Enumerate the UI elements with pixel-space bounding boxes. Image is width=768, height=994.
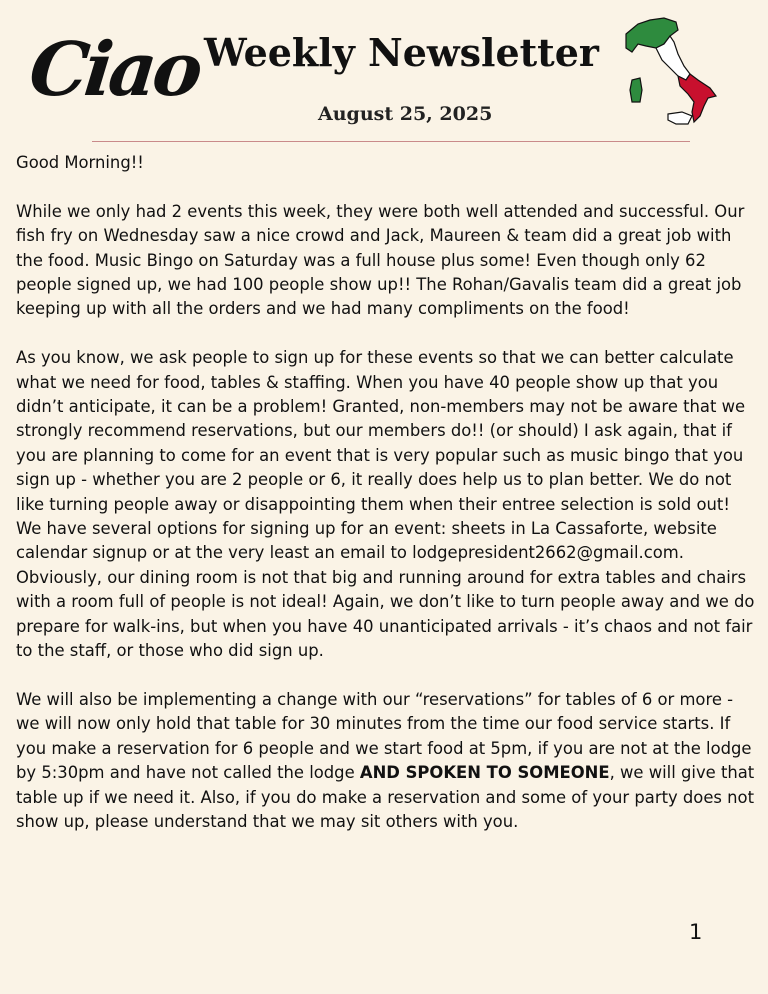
newsletter-body <box>16 151 756 859</box>
italy-map-icon <box>620 14 724 134</box>
newsletter-date: August 25, 2025 <box>318 103 493 125</box>
newsletter-title: Weekly Newsletter <box>204 30 599 75</box>
ciao-logo <box>25 22 203 122</box>
header-divider <box>92 141 690 142</box>
paragraph-signup-request: As you know, we ask people to sign up for these events so that we can better calculate what we need for food, tables & staffing. When you have 40 people show up that you didn’t anticipate, it can be a problem! Granted, non-members may not be aware that we strongly recommend reservations, but our members do!! (or should) I ask again, that if you are planning to come for an event that is very popular such as music bingo that you sign up - whether you are 2 people or 6, it really does help us to plan better. We do not like turning people away or disappointing them when their entree selection is sold out! We have several options for signing up for an event: sheets in La Cassaforte, website calendar signup or at the very least an email to lodgepresident2662@gmail.com. Obviously, our dining room is not that big and running around for extra tables and chairs with a room full of people is not ideal! Again, we don’t like to turn people away and we do prepare for walk-ins, but when you have 40 unanticipated arrivals - it’s chaos and not fair to the staff, or those who did sign up. <box>16 348 755 661</box>
reservations-text-end: , we will give that table up if we need it. Also, if you do make a reservation and some of your party does not show up, please understand that we may sit others with you. <box>16 763 755 831</box>
sicily-shape <box>668 112 692 124</box>
greeting: Good Morning!! <box>16 153 144 172</box>
paragraph-events-recap: While we only had 2 events this week, they were both well attended and successful. Our fish fry on Wednesday saw a nice crowd and Jack, Maureen & team did a great job with the food. Music Bingo on Saturday was a full house plus some! Even though only 62 people signed up, we had 100 people show up!! The Rohan/Gavalis team did a great job keeping up with all the orders and we had many compliments on the food! <box>16 201 745 319</box>
sardinia-shape <box>630 78 642 102</box>
logo-text: Ciao <box>25 27 203 113</box>
reservations-emphasis: AND SPOKEN TO SOMEONE <box>359 763 610 783</box>
page-number: 1 <box>689 920 703 944</box>
reservations-text-start: We will also be implementing a change with our “reservations” for tables of 6 or more - we will now only hold that table for 30 minutes from the time our food service starts. If you make a reservation for 6 people and we start food at 5pm, if you are not at the lodge by 5:30pm and have not called the lodge <box>16 689 752 783</box>
paragraph-reservations-policy <box>16 688 756 834</box>
